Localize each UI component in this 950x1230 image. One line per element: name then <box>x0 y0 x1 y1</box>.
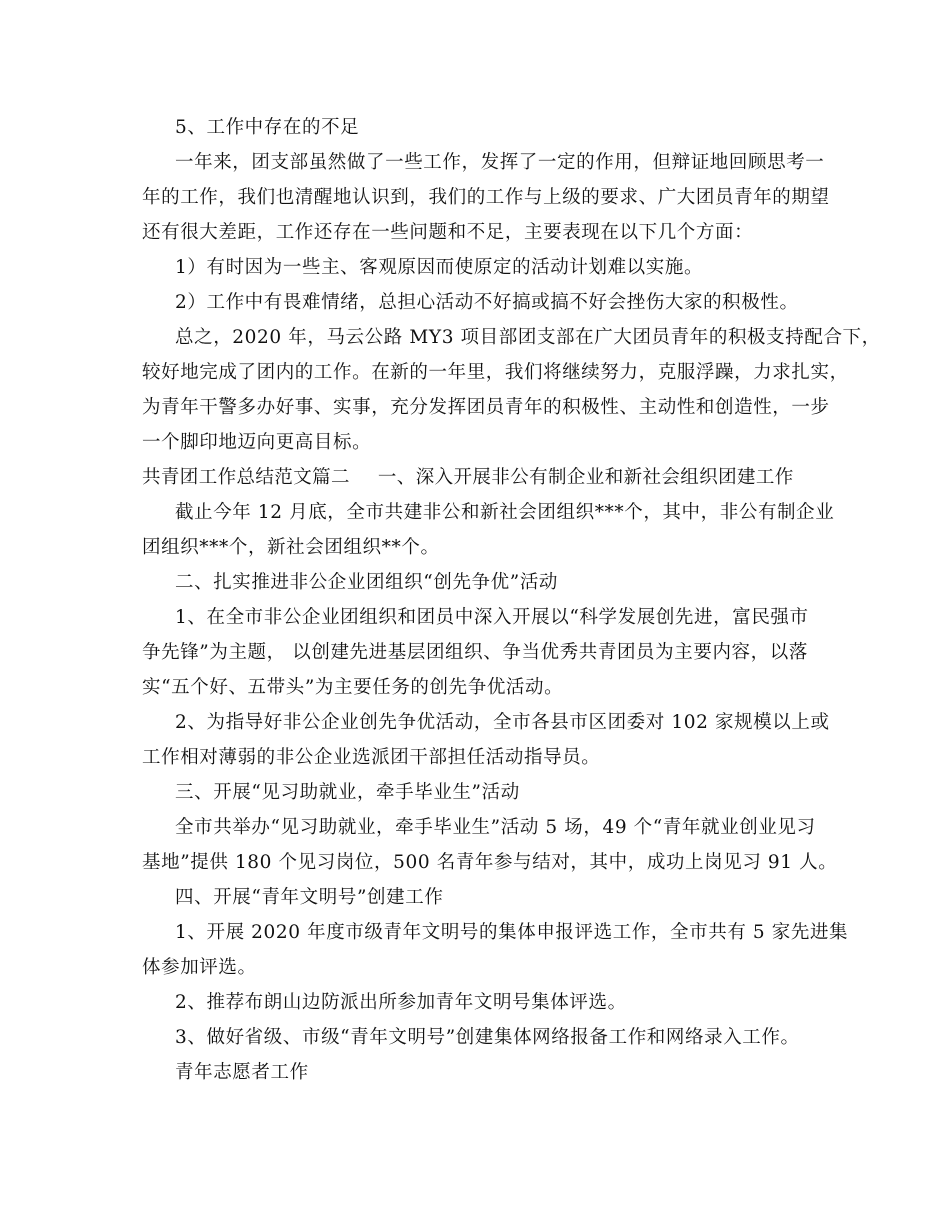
section-heading: 青年志愿者工作 <box>175 1062 309 1083</box>
paragraph-line: 团组织***个，新社会团组织**个。 <box>142 537 440 558</box>
list-item: 1）有时因为一些主、客观原因而使原定的活动计划难以实施。 <box>175 257 704 278</box>
paragraph-line: 实“五个好、五带头”为主要任务的创先争优活动。 <box>142 677 564 698</box>
paragraph-line: 基地”提供 180 个见习岗位，500 名青年参与结对，其中，成功上岗见习 91 人。 <box>142 852 838 873</box>
list-item: 2、推荐布朗山边防派出所参加青年文明号集体评选。 <box>175 992 627 1013</box>
section-heading: 5、工作中存在的不足 <box>175 117 360 138</box>
section-heading: 四、开展“青年文明号”创建工作 <box>175 887 444 908</box>
list-item: 1、在全市非公企业团组织和团员中深入开展以“科学发展创先进，富民强市 <box>175 607 809 628</box>
article-title: 共青团工作总结范文篇二 <box>142 467 350 488</box>
paragraph-line: 年的工作，我们也清醒地认识到，我们的工作与上级的要求、广大团员青年的期望 <box>142 187 830 208</box>
paragraph-line: 总之，2020 年，马云公路 MY3 项目部团支部在广大团员青年的积极支持配合下， <box>175 327 881 348</box>
paragraph-line: 全市共举办“见习助就业，牵手毕业生”活动 5 场，49 个“青年就业创业见习 <box>175 817 816 838</box>
paragraph-line: 体参加评选。 <box>142 957 257 978</box>
paragraph-line: 还有很大差距，工作还存在一些问题和不足，主要表现在以下几个方面： <box>142 222 754 243</box>
section-heading: 一、深入开展非公有制企业和新社会组织团建工作 <box>377 467 794 488</box>
list-item: 2、为指导好非公企业创先争优活动，全市各县市区团委对 102 家规模以上或 <box>175 712 830 733</box>
paragraph-line: 一年来，团支部虽然做了一些工作，发挥了一定的作用，但辩证地回顾思考一 <box>175 152 825 173</box>
paragraph-line: 截止今年 12 月底，全市共建非公和新社会团组织***个，其中，非公有制企业 <box>175 502 835 523</box>
section-heading: 三、开展“见习助就业，牵手毕业生”活动 <box>175 782 520 803</box>
list-item: 3、做好省级、市级“青年文明号”创建集体网络报备工作和网络录入工作。 <box>175 1027 800 1048</box>
paragraph-line: 工作相对薄弱的非公企业选派团干部担任活动指导员。 <box>142 747 601 768</box>
list-item: 1、开展 2020 年度市级青年文明号的集体申报评选工作，全市共有 5 家先进集 <box>175 922 849 943</box>
article-title-row <box>142 462 794 494</box>
paragraph-line: 较好地完成了团内的工作。在新的一年里，我们将继续努力，克服浮躁，力求扎实， <box>142 362 849 383</box>
section-heading: 二、扎实推进非公企业团组织“创先争优”活动 <box>175 572 559 593</box>
paragraph-line: 为青年干警多办好事、实事，充分发挥团员青年的积极性、主动性和创造性，一步 <box>142 397 830 418</box>
paragraph-line: 一个脚印地迈向更高目标。 <box>142 432 372 453</box>
list-item: 2）工作中有畏难情绪，总担心活动不好搞或搞不好会挫伤大家的积极性。 <box>175 292 799 313</box>
paragraph-line: 争先锋”为主题， 以创建先进基层团组织、争当优秀共青团员为主要内容，以落 <box>142 642 808 663</box>
